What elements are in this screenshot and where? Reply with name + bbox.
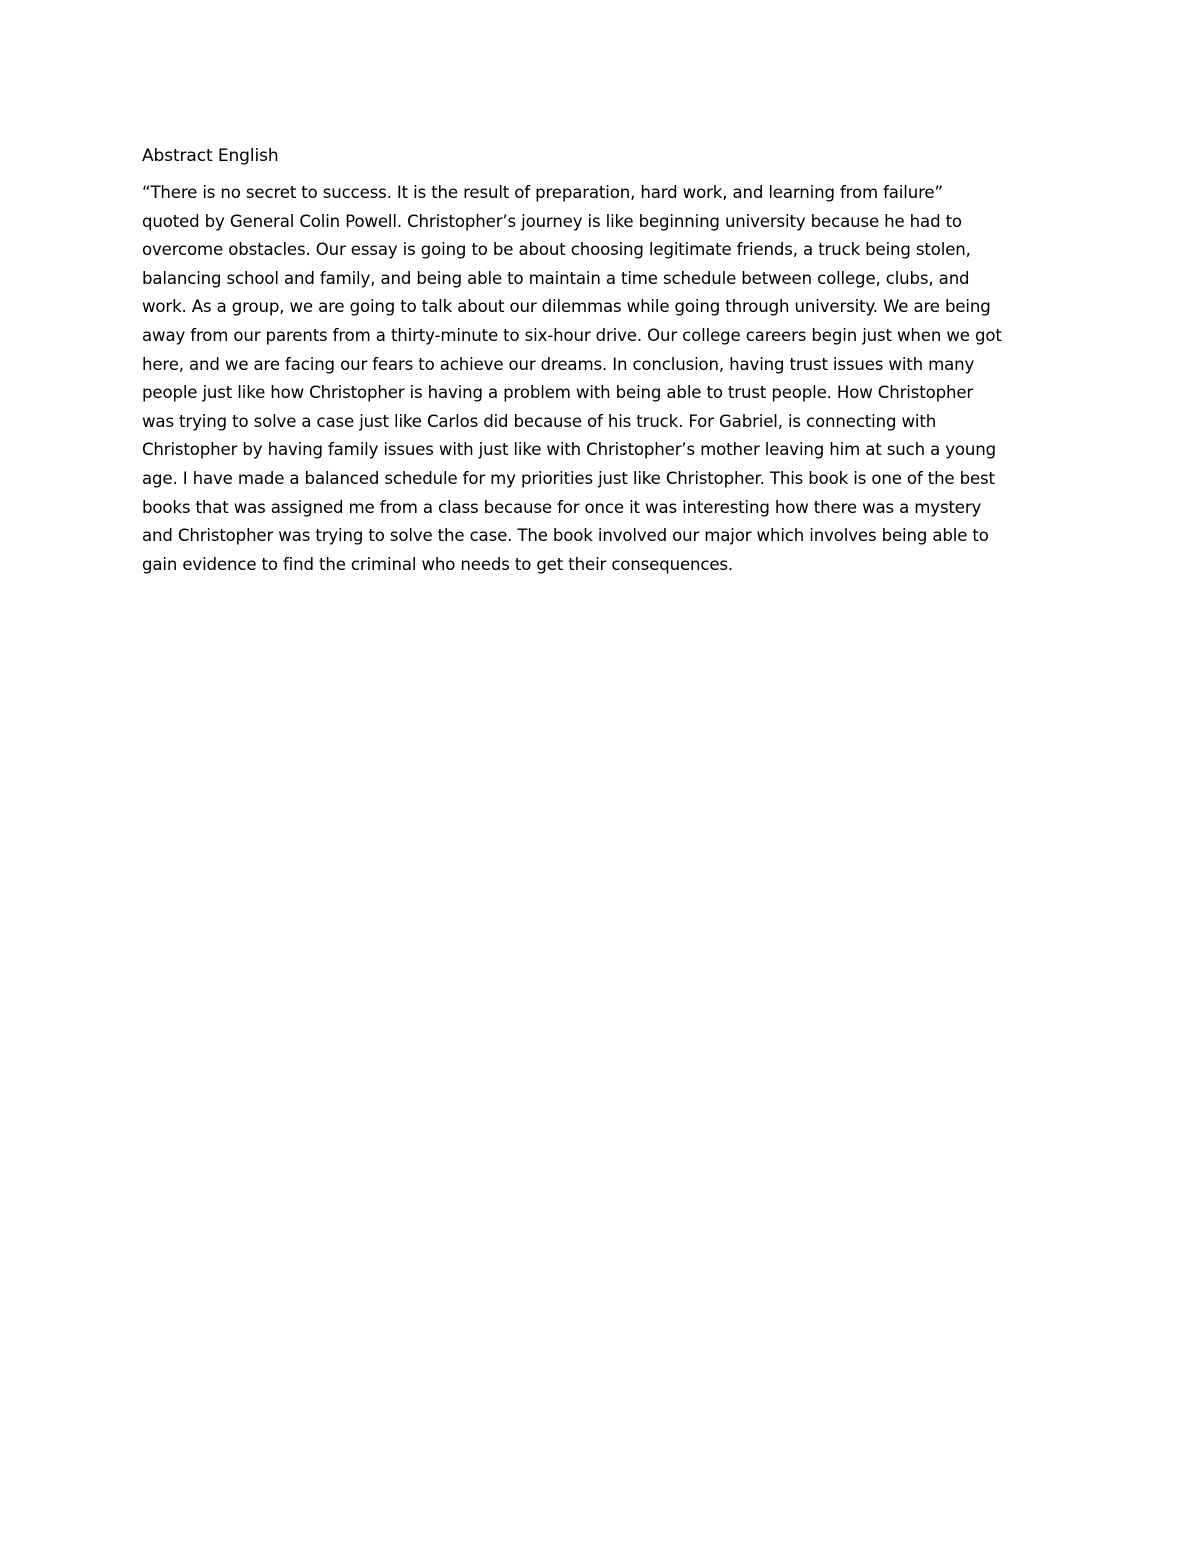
paragraph-line: overcome obstacles. Our essay is going to be about choosing legitimate friends, a truck being stolen,	[142, 240, 971, 260]
paragraph-line: gain evidence to find the criminal who needs to get their consequences.	[142, 554, 734, 574]
document-content	[142, 143, 1072, 579]
paragraph-line: “There is no secret to success. It is the result of preparation, hard work, and learning from failure”	[142, 183, 943, 202]
paragraph-line: balancing school and family, and being able to maintain a time schedule between college, clubs, and	[142, 268, 970, 288]
abstract-paragraph	[142, 179, 1072, 579]
paragraph-line: and Christopher was trying to solve the case. The book involved our major which involves being able to	[142, 526, 989, 546]
paragraph-line: away from our parents from a thirty-minute to six-hour drive. Our college careers begin just when we got	[142, 325, 1002, 345]
paragraph-line: work. As a group, we are going to talk about our dilemmas while going through university. We are being	[142, 297, 991, 317]
document-title: Abstract English	[142, 146, 279, 166]
paragraph-line: age. I have made a balanced schedule for my priorities just like Christopher. This book is one of the best	[142, 468, 995, 488]
paragraph-line: here, and we are facing our fears to achieve our dreams. In conclusion, having trust issues with many	[142, 354, 975, 374]
paragraph-line: people just like how Christopher is having a problem with being able to trust people. How Christopher	[142, 383, 974, 403]
paragraph-line: quoted by General Colin Powell. Christopher’s journey is like beginning university because he had to	[142, 211, 962, 231]
paragraph-line: books that was assigned me from a class because for once it was interesting how there was a mystery	[142, 497, 982, 517]
paragraph-line: Christopher by having family issues with just like with Christopher’s mother leaving him at such a young	[142, 440, 997, 460]
paragraph-line: was trying to solve a case just like Carlos did because of his truck. For Gabriel, is connecting with	[142, 411, 937, 431]
